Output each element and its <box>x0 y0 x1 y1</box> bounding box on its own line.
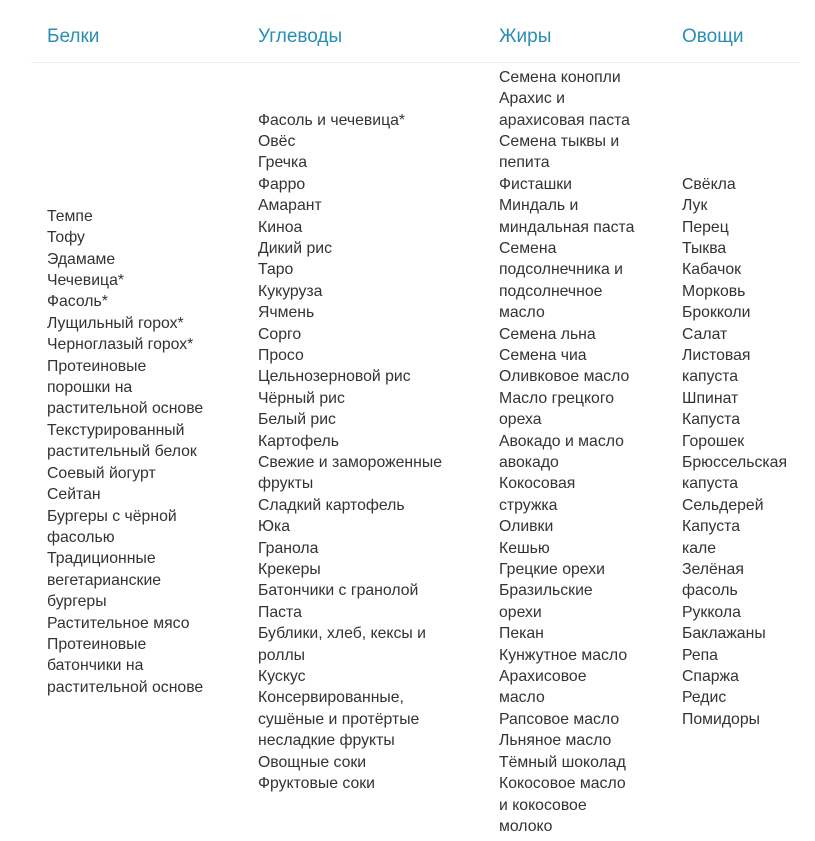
list-item: орехи <box>499 603 542 621</box>
list-item: Лук <box>682 197 708 215</box>
list-item: Горошек <box>682 432 745 450</box>
list-item: Оливковое масло <box>499 368 630 386</box>
list-item: роллы <box>258 646 306 664</box>
list-item: Кукуруза <box>258 282 323 300</box>
list-item: Оливки <box>499 518 554 536</box>
list-item: Бразильские <box>499 582 593 600</box>
list-item: Картофель <box>258 432 339 450</box>
list-item: ореха <box>499 411 542 429</box>
list-item: Фасоль* <box>47 293 108 311</box>
list-item: Семена конопли <box>499 68 621 86</box>
list-item: Миндаль и <box>499 197 579 215</box>
list-item: Ячмень <box>258 304 315 322</box>
list-item: Белый рис <box>258 411 336 429</box>
table-header-row <box>31 0 799 63</box>
list-item: Репа <box>682 646 718 664</box>
list-item: молоко <box>499 817 553 835</box>
list-item: Цельнозерновой рис <box>258 368 411 386</box>
header-carbs: Углеводы <box>258 26 343 47</box>
list-item: Фасоль и чечевица* <box>258 111 406 129</box>
list-item: Традиционные <box>47 550 156 568</box>
list-item: масло <box>499 304 545 322</box>
list-item: Чечевица* <box>47 272 125 290</box>
list-item: Салат <box>682 325 728 343</box>
list-item: Свёкла <box>682 175 736 193</box>
list-item: Листовая <box>682 346 751 364</box>
list-item: Зелёная <box>682 561 744 579</box>
list-item: Дикий рис <box>258 239 332 257</box>
list-item: Рапсовое масло <box>499 710 620 728</box>
column-vegetables <box>682 63 807 841</box>
list-item: растительной основе <box>47 678 204 696</box>
list-item: фрукты <box>258 475 314 493</box>
list-item: Соевый йогурт <box>47 464 156 482</box>
list-item: Консервированные, <box>258 689 404 707</box>
header-vegetables: Овощи <box>682 26 744 47</box>
list-item: Фарро <box>258 175 306 193</box>
list-item: пепита <box>499 154 550 172</box>
list-item: Батончики с гранолой <box>258 582 419 600</box>
list-item: Фисташки <box>499 175 572 193</box>
list-item: порошки на <box>47 379 133 397</box>
list-item: Сладкий картофель <box>258 496 405 514</box>
list-item: Таро <box>258 261 294 279</box>
list-item: Брюссельская <box>682 454 788 471</box>
list-item: фасоль <box>682 582 738 600</box>
list-item: Просо <box>258 346 304 364</box>
list-item: Сейтан <box>47 486 101 504</box>
list-item: Кабачок <box>682 261 742 279</box>
list-item: кале <box>682 539 717 557</box>
list-item: Грецкие орехи <box>499 561 605 579</box>
list-item: Киноа <box>258 218 303 236</box>
list-item: Овёс <box>258 132 296 150</box>
list-item: Авокадо и масло <box>499 432 624 450</box>
list-item: и кокосовое <box>499 796 587 814</box>
list-item: Тёмный шоколад <box>499 753 626 771</box>
list-item: Морковь <box>682 282 746 300</box>
list-item: Кокосовое масло <box>499 775 626 793</box>
list-item: капуста <box>682 475 739 493</box>
list-item: Арахис и <box>499 90 565 108</box>
list-item: Растительное мясо <box>47 614 190 632</box>
list-item: вегетарианские <box>47 571 162 589</box>
list-item: Сельдерей <box>682 496 764 514</box>
list-item: Руккола <box>682 603 741 621</box>
list-item: Бургеры с чёрной <box>47 507 177 525</box>
list-item: подсолнечное <box>499 282 603 300</box>
list-item: растительный белок <box>47 443 197 461</box>
list-item: Перец <box>682 218 729 236</box>
list-item: арахисовая паста <box>499 111 630 129</box>
list-item: Протеиновые <box>47 357 147 375</box>
list-item: Фруктовые соки <box>258 775 375 793</box>
list-item: Тыква <box>682 239 727 257</box>
list-item: Овощные соки <box>258 753 367 771</box>
list-item: Лущильный горох* <box>47 314 184 332</box>
list-item: Семена чиа <box>499 346 587 364</box>
list-item: Брокколи <box>682 304 751 322</box>
list-item: Кешью <box>499 539 550 557</box>
list-item: Масло грецкого <box>499 389 615 407</box>
column-fats <box>499 63 669 841</box>
list-item: Паста <box>258 603 302 621</box>
list-item: Семена <box>499 239 557 257</box>
list-item: фасолью <box>47 528 115 546</box>
list-item: Арахисовое <box>499 668 587 686</box>
list-item: Капуста <box>682 518 741 536</box>
list-item: Кокосовая <box>499 475 576 493</box>
list-item: миндальная паста <box>499 218 635 236</box>
list-item: Амарант <box>258 197 322 215</box>
list-item: Крекеры <box>258 561 321 579</box>
list-item: Пекан <box>499 625 544 643</box>
list-item: Юка <box>258 518 291 536</box>
list-item: Семена льна <box>499 325 596 343</box>
list-item: подсолнечника и <box>499 261 623 279</box>
list-item: Гранола <box>258 539 319 557</box>
column-proteins <box>47 63 247 841</box>
list-item: Свежие и замороженные <box>258 454 443 471</box>
list-item: Текстурированный <box>47 421 185 439</box>
food-groups-table <box>31 0 799 841</box>
list-item: Льняное масло <box>499 732 612 750</box>
list-item: Спаржа <box>682 668 739 686</box>
list-item: Протеиновые <box>47 635 147 653</box>
list-item: растительной основе <box>47 400 204 418</box>
list-item: Чёрный рис <box>258 389 345 407</box>
list-item: капуста <box>682 368 739 386</box>
header-fats: Жиры <box>499 26 552 47</box>
list-item: авокадо <box>499 454 559 471</box>
list-item: Редис <box>682 689 727 707</box>
list-item: Черноглазый горох* <box>47 336 194 354</box>
list-item: батончики на <box>47 657 144 675</box>
list-item: несладкие фрукты <box>258 732 395 750</box>
list-item: Эдамаме <box>47 250 116 268</box>
list-item: масло <box>499 689 545 707</box>
list-item: Капуста <box>682 411 741 429</box>
list-item: Темпе <box>47 207 93 225</box>
list-item: стружка <box>499 496 558 514</box>
column-carbs <box>258 63 488 841</box>
list-item: Гречка <box>258 154 307 172</box>
list-item: Баклажаны <box>682 625 766 643</box>
list-item: бургеры <box>47 593 107 611</box>
list-item: Кускус <box>258 668 306 686</box>
list-item: Кунжутное масло <box>499 646 628 664</box>
list-item: сушёные и протёртые <box>258 710 420 728</box>
list-item: Бублики, хлеб, кексы и <box>258 625 426 643</box>
list-item: Помидоры <box>682 710 760 728</box>
list-item: Семена тыквы и <box>499 132 620 150</box>
header-proteins: Белки <box>47 26 100 47</box>
list-item: Тофу <box>47 229 85 247</box>
list-item: Сорго <box>258 325 302 343</box>
list-item: Шпинат <box>682 389 739 407</box>
